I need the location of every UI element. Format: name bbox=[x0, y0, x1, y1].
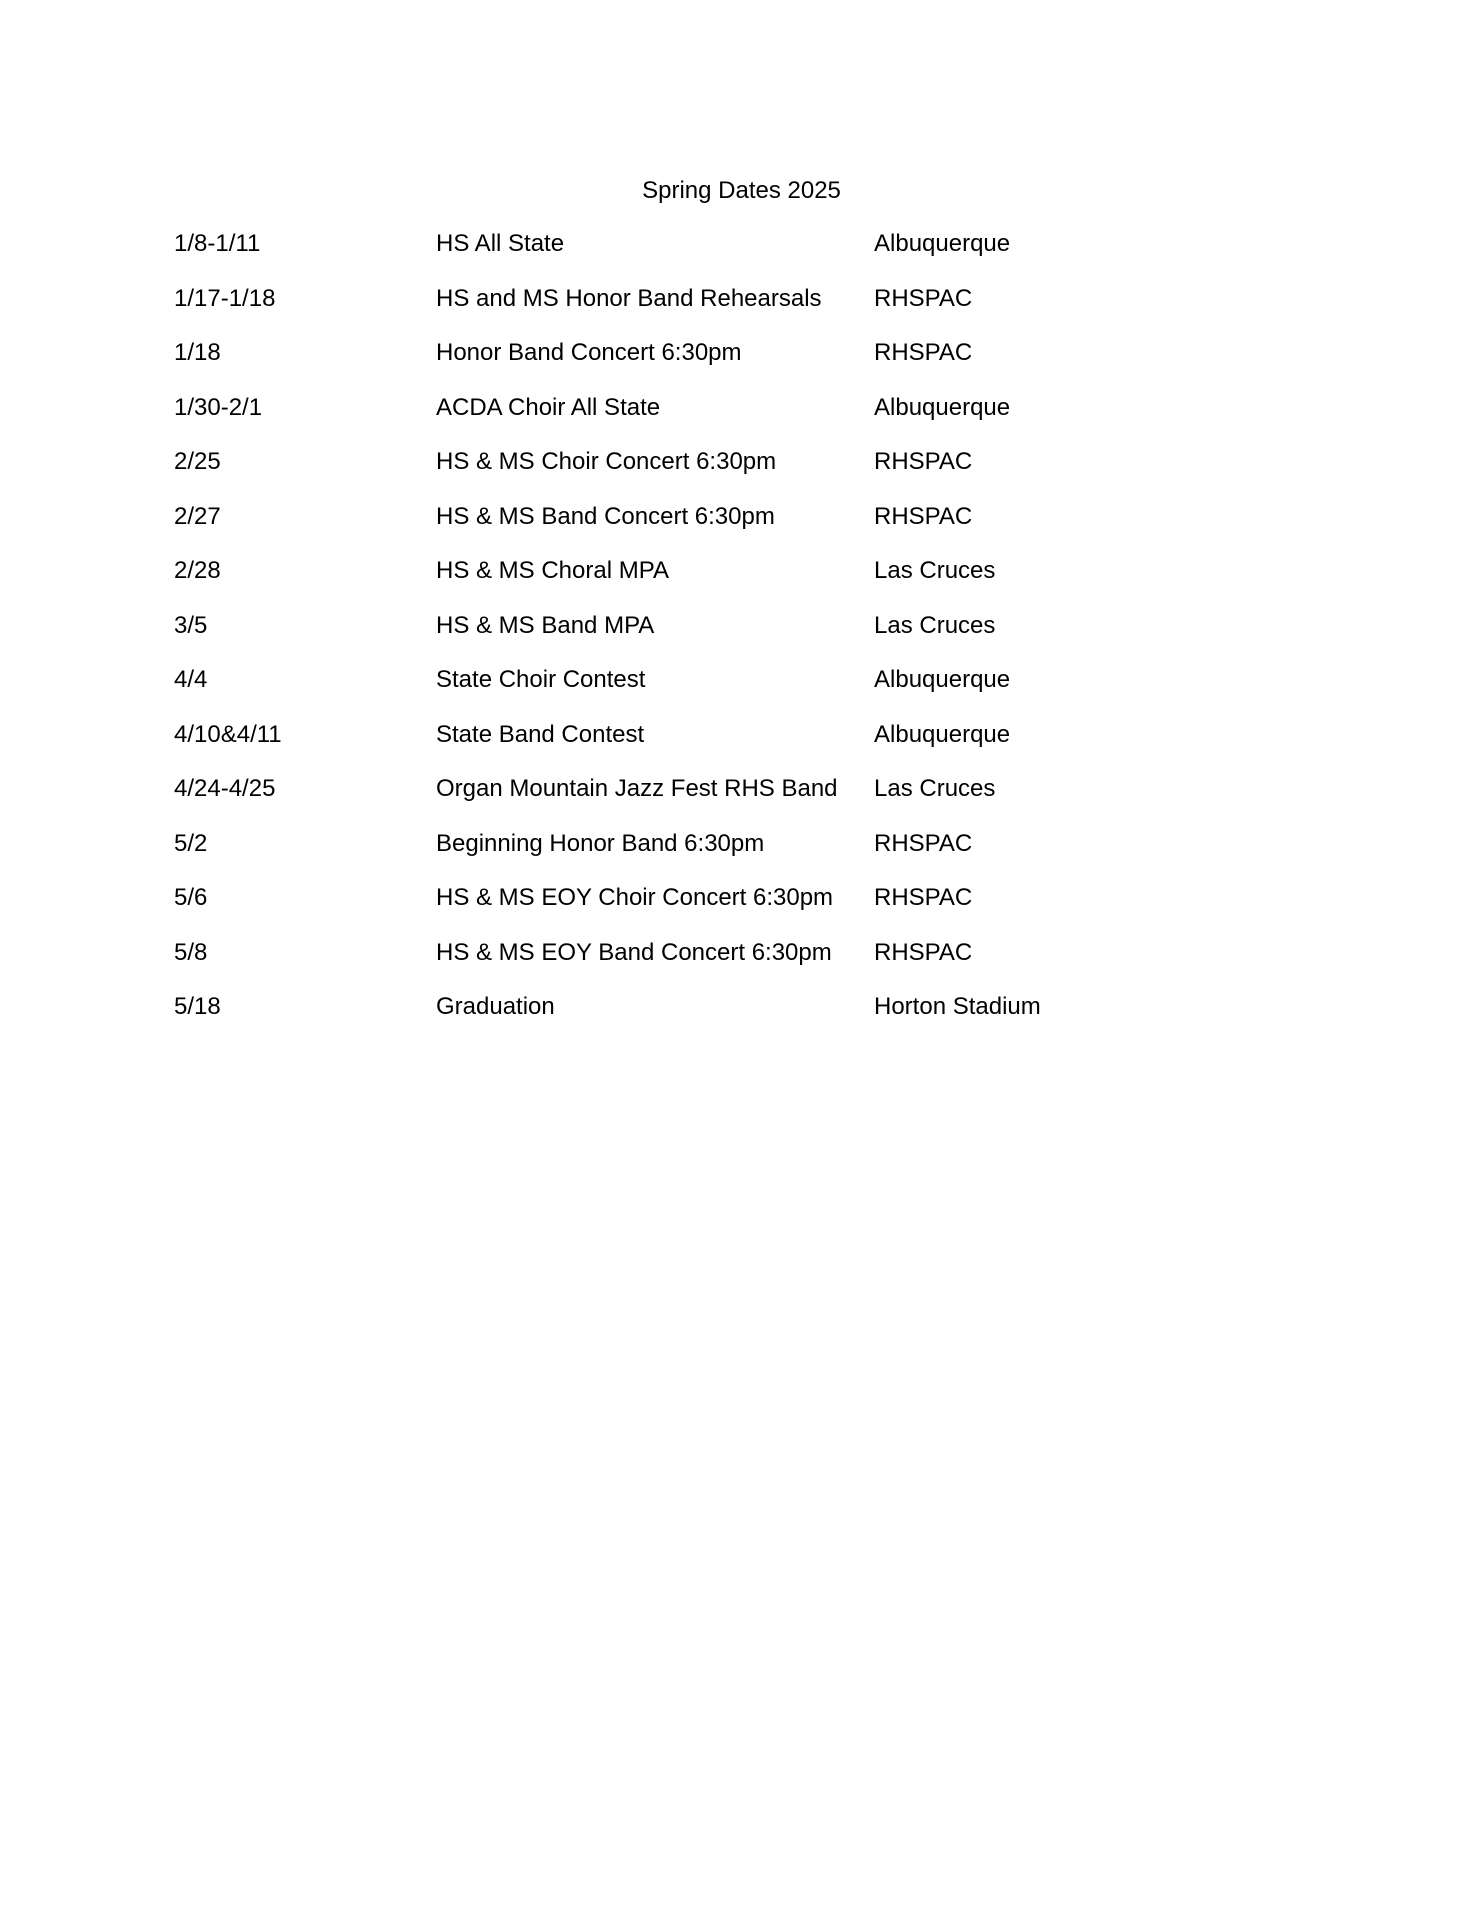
event-name: HS & MS Choir Concert 6:30pm bbox=[436, 448, 777, 475]
event-name: Graduation bbox=[436, 993, 555, 1020]
event-name: HS and MS Honor Band Rehearsals bbox=[436, 284, 822, 312]
schedule-row bbox=[174, 284, 1324, 339]
event-name: State Choir Contest bbox=[436, 666, 646, 693]
event-date: 2/27 bbox=[174, 502, 221, 530]
event-date: 2/28 bbox=[174, 557, 221, 584]
event-location: RHSPAC bbox=[874, 884, 973, 911]
event-date: 4/4 bbox=[174, 666, 208, 693]
schedule-row bbox=[174, 665, 1324, 720]
event-date: 4/24-4/25 bbox=[174, 775, 276, 802]
event-date: 5/6 bbox=[174, 884, 208, 911]
event-name: HS & MS Choral MPA bbox=[436, 557, 669, 584]
event-name: HS & MS Band MPA bbox=[436, 611, 655, 639]
document-title: Spring Dates 2025 bbox=[642, 177, 841, 204]
event-location: Albuquerque bbox=[874, 230, 1011, 257]
schedule-row bbox=[174, 229, 1324, 284]
event-date: 5/8 bbox=[174, 938, 208, 966]
event-location: Albuquerque bbox=[874, 720, 1011, 748]
event-date: 3/5 bbox=[174, 611, 208, 639]
event-schedule bbox=[174, 229, 1324, 1047]
event-date: 1/30-2/1 bbox=[174, 393, 263, 421]
schedule-row bbox=[174, 938, 1324, 993]
event-date: 5/18 bbox=[174, 993, 221, 1020]
event-location: Albuquerque bbox=[874, 666, 1011, 693]
event-location: Horton Stadium bbox=[874, 993, 1041, 1020]
event-name: Organ Mountain Jazz Fest RHS Band bbox=[436, 775, 838, 802]
event-name: State Band Contest bbox=[436, 720, 645, 748]
event-date: 1/8-1/11 bbox=[174, 230, 261, 257]
event-location: Las Cruces bbox=[874, 775, 996, 802]
schedule-row bbox=[174, 502, 1324, 557]
event-location: Las Cruces bbox=[874, 611, 996, 639]
event-date: 4/10&4/11 bbox=[174, 720, 282, 748]
event-date: 2/25 bbox=[174, 448, 221, 475]
event-location: RHSPAC bbox=[874, 829, 973, 857]
schedule-row bbox=[174, 992, 1324, 1047]
event-date: 1/18 bbox=[174, 339, 221, 366]
event-date: 1/17-1/18 bbox=[174, 284, 276, 312]
event-location: RHSPAC bbox=[874, 339, 973, 366]
event-name: HS & MS Band Concert 6:30pm bbox=[436, 502, 775, 530]
schedule-row bbox=[174, 883, 1324, 938]
event-name: ACDA Choir All State bbox=[436, 393, 661, 421]
event-name: Honor Band Concert 6:30pm bbox=[436, 339, 742, 366]
event-location: RHSPAC bbox=[874, 502, 973, 530]
schedule-row bbox=[174, 338, 1324, 393]
event-name: HS & MS EOY Band Concert 6:30pm bbox=[436, 938, 832, 966]
event-name: HS & MS EOY Choir Concert 6:30pm bbox=[436, 884, 834, 911]
event-name: HS All State bbox=[436, 230, 565, 257]
schedule-row bbox=[174, 393, 1324, 448]
event-name: Beginning Honor Band 6:30pm bbox=[436, 829, 765, 857]
schedule-row bbox=[174, 611, 1324, 666]
event-location: RHSPAC bbox=[874, 284, 973, 312]
event-location: Las Cruces bbox=[874, 557, 996, 584]
event-location: RHSPAC bbox=[874, 938, 973, 966]
schedule-row bbox=[174, 447, 1324, 502]
schedule-row bbox=[174, 829, 1324, 884]
schedule-row bbox=[174, 720, 1324, 775]
event-location: Albuquerque bbox=[874, 393, 1011, 421]
schedule-row bbox=[174, 774, 1324, 829]
event-location: RHSPAC bbox=[874, 448, 973, 475]
event-date: 5/2 bbox=[174, 829, 208, 857]
schedule-row bbox=[174, 556, 1324, 611]
